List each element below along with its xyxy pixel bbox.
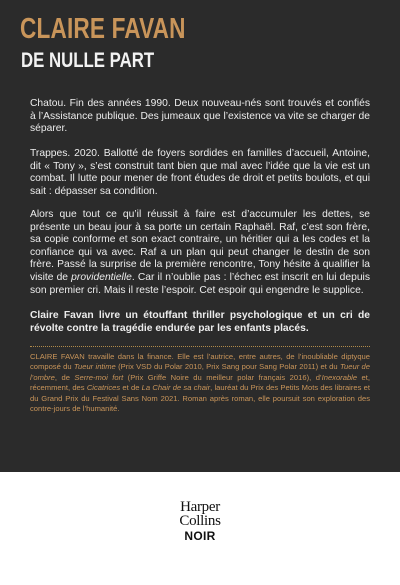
p3-text-b: . Car il n’oublie pas : l’échec est inscrit en lui depuis son premier cri. Mais il reste l’espoir. Cet espoir qui engendre le supplice. xyxy=(30,271,370,296)
bio-s6: et de xyxy=(120,383,142,393)
bio-s3: , de xyxy=(54,372,75,382)
bio-i5: Cicatrices xyxy=(86,383,121,393)
bio-s7: , lauréat du Prix des Petits Mots des libraires et du Grand Prix du Festival Sans Nom 2021. Roman après roman, elle poursuit son exploration des contre-jours de l’humanité. xyxy=(30,383,370,414)
author-name: CLAIRE FAVAN xyxy=(20,13,186,45)
p3-text-a: Alors que tout ce qu’il réussit à faire est d’accumuler les dettes, se présente un beau jour à sa porte un certain Raphaël. Raf, c’est son frère, sa copie conforme et son exact contraire, un héritier qui a les codes et la confiance qui va avec. Raf a un plan qui peut changer le destin de son frère. Passé la surprise de la première rencontre, Tony hésite à qualifier la visite de xyxy=(30,209,370,283)
synopsis-paragraph-3 xyxy=(30,209,370,297)
bio-s4: (Prix Griffe Noire du meilleur polar français 2016), d’ xyxy=(123,372,322,382)
bio-i4: Inexorable xyxy=(321,372,358,382)
p3-italic: providentielle xyxy=(71,271,132,283)
book-title: DE NULLE PART xyxy=(21,49,155,72)
synopsis-paragraph-2: Trappes. 2020. Ballotté de foyers sordides en familles d’accueil, Antoine, dit « Tony », s’est construit tant bien que mal avec l’idée que la vie est un combat. Il lutte pour mener de front études de droit et petits boulots, et qui sait : dépasser sa condition. xyxy=(30,148,370,197)
bio-i6: La Chair de sa chair xyxy=(141,383,211,393)
bio-s1: CLAIRE FAVAN travaille dans la finance. Elle est l’autrice, entre autres, de l’inoubliable diptyque composé du xyxy=(30,352,370,372)
tagline: Claire Favan livre un étouffant thriller psychologique et un cri de révolte contre la tragédie endurée par les enfants placés. xyxy=(30,310,370,334)
bio-i2: Tueur de l’ombre xyxy=(30,362,371,382)
bio-i3: Serre-moi fort xyxy=(74,372,124,382)
publisher-line-1: Harper xyxy=(180,499,220,515)
publisher-line-2: Collins xyxy=(179,513,221,529)
author-bio xyxy=(30,352,370,414)
divider xyxy=(30,346,370,347)
publisher-imprint: NOIR xyxy=(184,529,216,543)
publisher-logo xyxy=(0,500,400,543)
bio-s5: et, récemment, des xyxy=(30,372,370,393)
bio-i1: Tueur intime xyxy=(73,362,116,372)
synopsis-paragraph-1: Chatou. Fin des années 1990. Deux nouveau-nés sont trouvés et confiés à l’Assistance publique. Des jumeaux que l’existence va vite se charger de séparer. xyxy=(30,98,370,135)
bio-s2: (Prix VSD du Polar 2010, Prix Sang pour Sang Polar 2011) et du xyxy=(115,362,340,372)
